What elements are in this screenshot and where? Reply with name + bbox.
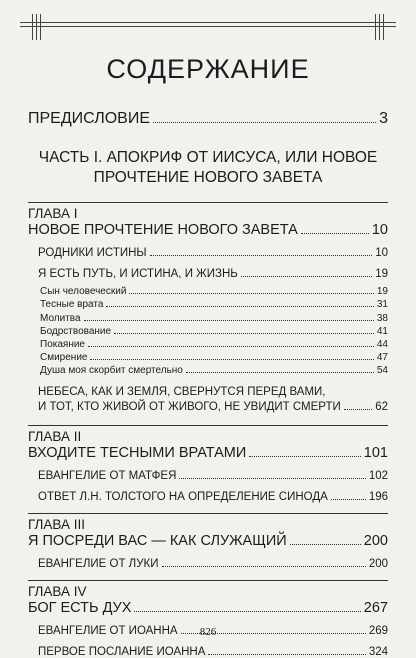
page-title: СОДЕРЖАНИЕ bbox=[106, 54, 310, 84]
toc-entry-subsection[interactable]: Душа моя скорбит смертельно 54 bbox=[40, 365, 388, 377]
toc-entry-subsection[interactable]: Сын человеческий 19 bbox=[40, 286, 388, 298]
toc-entry-chapter[interactable]: ВХОДИТЕ ТЕСНЫМИ ВРАТАМИ 101 bbox=[28, 444, 388, 461]
part-heading: ЧАСТЬ I. АПОКРИФ ОТ ИИСУСА, ИЛИ НОВОЕ ПРОЧТЕНИЕ НОВОГО ЗАВЕТА bbox=[38, 149, 378, 186]
toc-entry-section[interactable]: Я ЕСТЬ ПУТЬ, И ИСТИНА, И ЖИЗНЬ 19 bbox=[38, 268, 388, 281]
toc-entry-section[interactable]: ПЕРВОЕ ПОСЛАНИЕ ИОАННА 324 bbox=[38, 645, 388, 658]
toc-entry-section[interactable]: ЕВАНГЕЛИЕ ОТ МАТФЕЯ 102 bbox=[38, 469, 388, 482]
toc-entry-chapter[interactable]: БОГ ЕСТЬ ДУХ 267 bbox=[28, 599, 388, 616]
toc-entry-subsection[interactable]: Покаяние 44 bbox=[40, 338, 388, 350]
chapter-label: ГЛАВА I bbox=[28, 202, 388, 221]
chapter-label: ГЛАВА IV bbox=[28, 580, 388, 599]
toc-entry-chapter[interactable]: Я ПОСРЕДИ ВАС — КАК СЛУЖАЩИЙ 200 bbox=[28, 532, 388, 549]
chapter-label: ГЛАВА III bbox=[28, 513, 388, 532]
toc-entry-section[interactable]: ЕВАНГЕЛИЕ ОТ ЛУКИ 200 bbox=[38, 557, 388, 570]
toc-entry-section[interactable]: РОДНИКИ ИСТИНЫ 10 bbox=[38, 247, 388, 260]
entry-label: ПРЕДИСЛОВИЕ bbox=[28, 110, 150, 127]
toc-entry-subsection[interactable]: Молитва 38 bbox=[40, 312, 388, 324]
toc-entry-chapter[interactable]: НОВОЕ ПРОЧТЕНИЕ НОВОГО ЗАВЕТА 10 bbox=[28, 222, 388, 238]
toc-entry-subsection[interactable]: Бодрствование 41 bbox=[40, 325, 388, 337]
toc-entry-subsection[interactable]: Тесные врата 31 bbox=[40, 299, 388, 311]
entry-page: 3 bbox=[379, 110, 388, 127]
page-number: 826 bbox=[199, 626, 217, 638]
header-ornament bbox=[20, 14, 396, 40]
toc-entry-section[interactable]: ЕВАНГЕЛИЕ ОТ ИОАННА 269 bbox=[38, 624, 388, 637]
toc bbox=[28, 100, 388, 658]
toc-entry-preface[interactable] bbox=[28, 110, 388, 128]
chapter-label: ГЛАВА II bbox=[28, 425, 388, 444]
toc-entry-subsection[interactable]: Смирение 47 bbox=[40, 352, 388, 364]
toc-entry-section[interactable]: ОТВЕТ Л.Н. ТОЛСТОГО НА ОПРЕДЕЛЕНИЕ СИНОДА 196 bbox=[38, 490, 388, 503]
toc-entry-section[interactable]: НЕБЕСА, КАК И ЗЕМЛЯ, СВЕРНУТСЯ ПЕРЕД ВАМИ, И ТОТ, КТО ЖИВОЙ ОТ ЖИВОГО, НЕ УВИДИТ СМЕРТИ 62 bbox=[38, 385, 388, 413]
